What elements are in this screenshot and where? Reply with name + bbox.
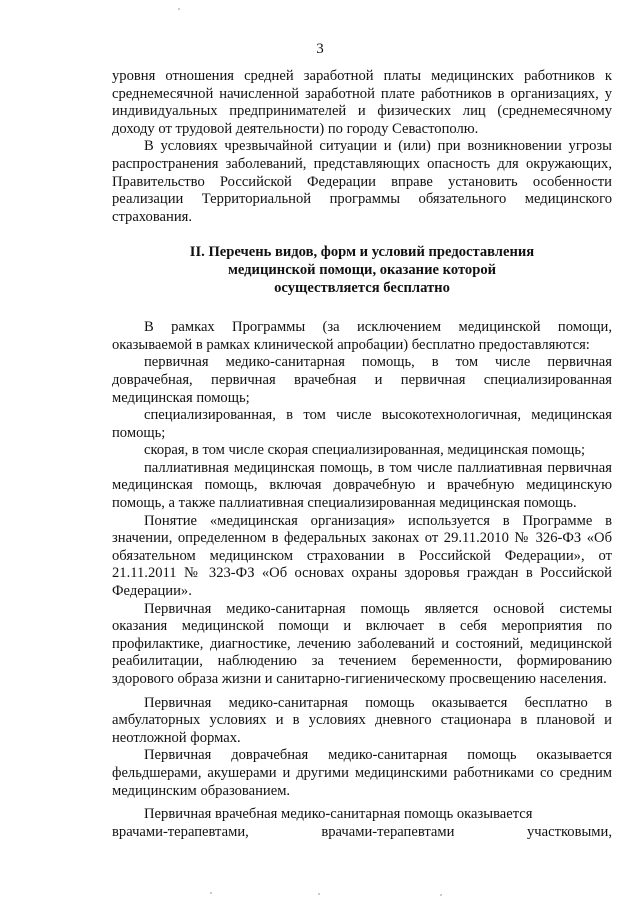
section-heading-line-1: II. Перечень видов, форм и условий предоставления (189, 244, 535, 261)
paragraph-9: Первичная медико-санитарная помощь является основой системы оказания медицинской помощи и включает в себя мероприятия по профилактике, диагностике, лечению заболеваний и состояний, медицинской реабилитации, наблюдению за течением беременности, формированию здорового образа жизни и санитарно-гигиеническому просвещению населения. (112, 600, 612, 687)
paragraph-2: В условиях чрезвычайной ситуации и (или) при возникновении угрозы распространения заболеваний, представляющих опасность для окружающих, Правительство Российской Федерации вправе установить особенности реализации Территориальной программы обязательного медицинского страхования. (112, 138, 612, 225)
paragraph-10: Первичная медико-санитарная помощь оказывается бесплатно в амбулаторных условиях и в условиях дневного стационара в плановой и неотложной формах. (112, 694, 612, 746)
paragraph-12: Первичная врачебная медико-санитарная помощь оказывается (144, 806, 533, 823)
section-heading-line-3: осуществляется бесплатно (274, 279, 450, 296)
scan-speck (440, 894, 442, 896)
paragraph-5: специализированная, в том числе высокотехнологичная, медицинская помощь; (112, 407, 612, 441)
page-number: 3 (316, 41, 324, 57)
scan-speck (210, 892, 212, 894)
paragraph-3: В рамках Программы (за исключением медицинской помощи, оказываемой в рамках клинической апробации) бесплатно предоставляются: (112, 319, 612, 353)
last-line-word-2: врачами-терапевтами (321, 823, 455, 840)
section-heading (112, 244, 612, 297)
paragraph-8: Понятие «медицинская организация» используется в Программе в значении, определенном в федеральных законах от 29.11.2010 № 326-ФЗ «Об обязательном медицинском страховании в Российской Федерации», от 21.11.2011 № 323-ФЗ «Об основах охраны здоровья граждан в Российской Федерации». (112, 512, 612, 600)
last-line-word-3: участковыми, (526, 823, 612, 840)
paragraph-7: паллиативная медицинская помощь, в том числе паллиативная первичная медицинская помощь, включая доврачебную и врачебную медицинскую помощь, а также паллиативная специализированная медицинская помощь. (112, 459, 612, 512)
paragraph-12-continuation (112, 824, 612, 842)
scan-speck (178, 8, 180, 10)
document-body (112, 68, 612, 841)
last-line-word-1: врачами-терапевтами, (112, 823, 249, 840)
paragraph-11: Первичная доврачебная медико-санитарная помощь оказывается фельдшерами, акушерами и другими медицинскими работниками со средним медицинским образованием. (112, 747, 612, 799)
paragraph-1: уровня отношения средней заработной платы медицинских работников к среднемесячной начисленной заработной плате работников в организациях, у индивидуальных предпринимателей и физических лиц (среднемесячному доходу от трудовой деятельности) по городу Севастополю. (112, 68, 612, 137)
paragraph-4: первичная медико-санитарная помощь, в том числе первичная доврачебная, первичная врачебная и первичная специализированная медицинская помощь; (112, 354, 612, 406)
section-heading-line-2: медицинской помощи, оказание которой (227, 261, 497, 278)
paragraph-6: скорая, в том числе скорая специализированная, медицинская помощь; (144, 442, 586, 459)
scan-speck (318, 893, 320, 895)
